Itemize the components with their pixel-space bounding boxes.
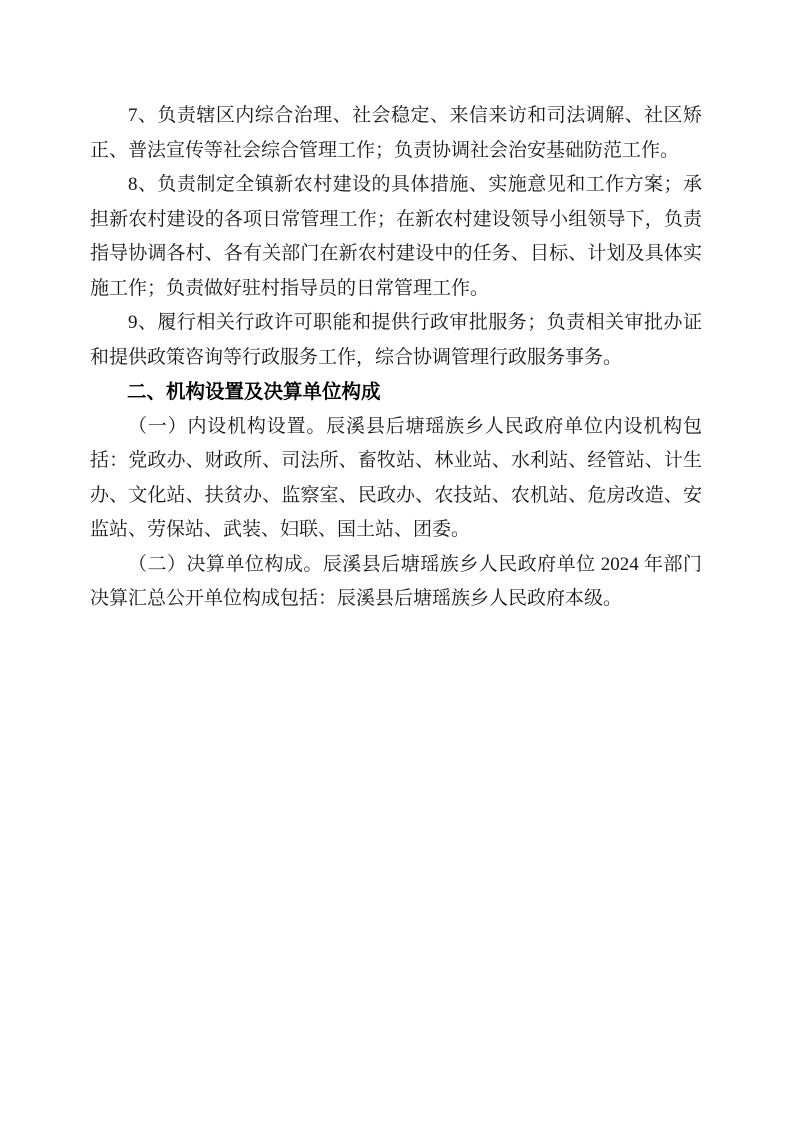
paragraph-duty-7 <box>90 99 702 168</box>
text-line: 办、文化站、扶贫办、监察室、民政办、农技站、农机站、危房改造、安 <box>90 484 702 506</box>
text-line: 施工作；负责做好驻村指导员的日常管理工作。 <box>90 277 490 299</box>
paragraph-internal-orgs <box>90 410 702 548</box>
text-line: 9、履行相关行政许可职能和提供行政审批服务；负责相关审批办证 <box>128 312 702 333</box>
text-line: 和提供政策咨询等行政服务工作，综合协调管理行政服务事务。 <box>90 346 623 368</box>
text-line: 8、负责制定全镇新农村建设的具体措施、实施意见和工作方案；承 <box>128 174 702 195</box>
text-line: 指导协调各村、各有关部门在新农村建设中的任务、目标、计划及具体实 <box>90 243 702 264</box>
text-line: 担新农村建设的各项日常管理工作；在新农村建设领导小组领导下，负责 <box>90 208 702 230</box>
text-line: 监站、劳保站、武装、妇联、国土站、团委。 <box>90 519 471 540</box>
paragraph-unit-composition <box>90 548 702 617</box>
paragraph-duty-8 <box>90 168 702 306</box>
text-line: 正、普法宣传等社会综合管理工作；负责协调社会治安基础防范工作。 <box>90 139 680 161</box>
section-heading-2 <box>90 375 702 410</box>
document-body <box>90 99 702 617</box>
text-line: 决算汇总公开单位构成包括：辰溪县后塘瑶族乡人民政府本级。 <box>90 588 623 609</box>
text-line: 括：党政办、财政所、司法所、畜牧站、林业站、水利站、经管站、计生 <box>90 450 702 471</box>
text-line: （一）内设机构设置。辰溪县后塘瑶族乡人民政府单位内设机构包 <box>128 415 702 437</box>
paragraph-duty-9 <box>90 306 702 375</box>
text-line: （二）决算单位构成。辰溪县后塘瑶族乡人民政府单位 2024 年部门 <box>128 553 702 575</box>
text-line: 7、负责辖区内综合治理、社会稳定、来信来访和司法调解、社区矫 <box>128 105 702 126</box>
section-heading: 二、机构设置及决算单位构成 <box>127 381 381 403</box>
